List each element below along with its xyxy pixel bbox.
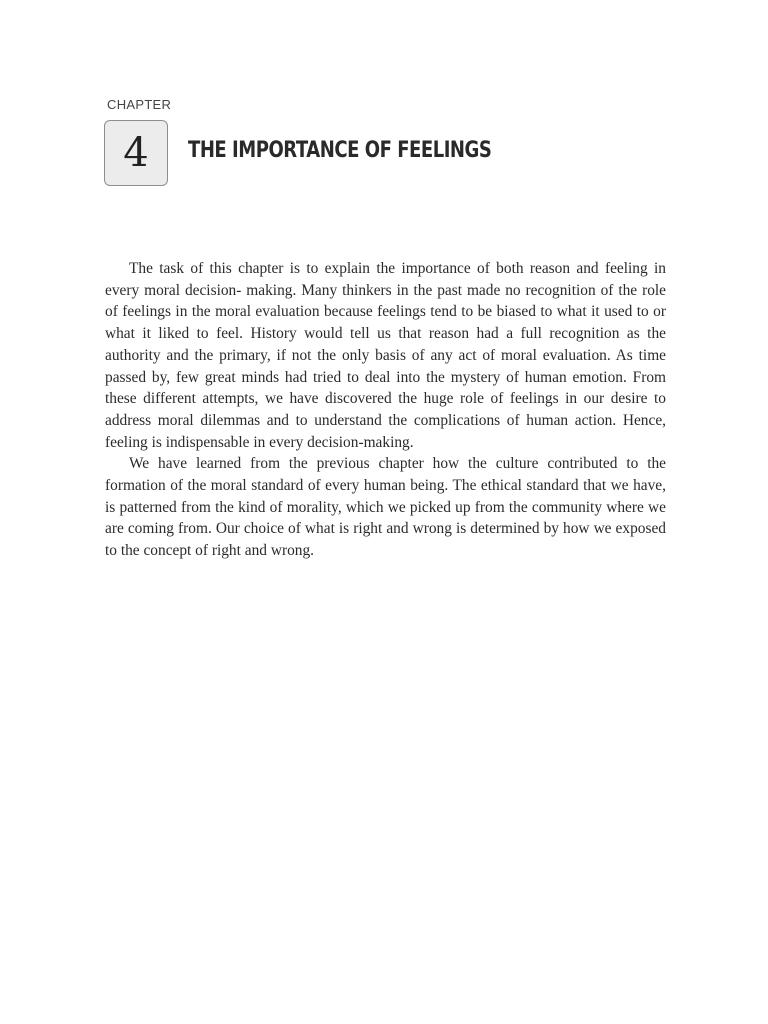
chapter-label: CHAPTER	[107, 97, 172, 112]
body-paragraph-2: We have learned from the previous chapter how the culture contributed to the formation of the moral standard of every human being. The ethical standard that we have, is patterned from the kind of morality, which we picked up from the community where we are coming from. Our choice of what is right and wrong is determined by how we exposed to the concept of right and wrong.	[105, 455, 666, 560]
body-paragraph-1: The task of this chapter is to explain the importance of both reason and feeling in every moral decision- making. Many thinkers in the past made no recognition of the role of feelings in the moral evaluation because feelings tend to be biased to what it used to or what it liked to feel. History would tell us that reason had a full recognition as the authority and the primary, if not the only basis of any act of moral evaluation. As time passed by, few great minds had tried to deal into the mystery of human emotion. From these different attempts, we have discovered the huge role of feelings in our desire to address moral dilemmas and to understand the complications of human action. Hence, feeling is indispensable in every decision-making.	[105, 260, 666, 451]
chapter-title: THE IMPORTANCE OF FEELINGS	[188, 138, 492, 163]
chapter-number-box	[104, 120, 168, 186]
chapter-body	[105, 258, 666, 562]
chapter-number: 4	[123, 130, 149, 176]
